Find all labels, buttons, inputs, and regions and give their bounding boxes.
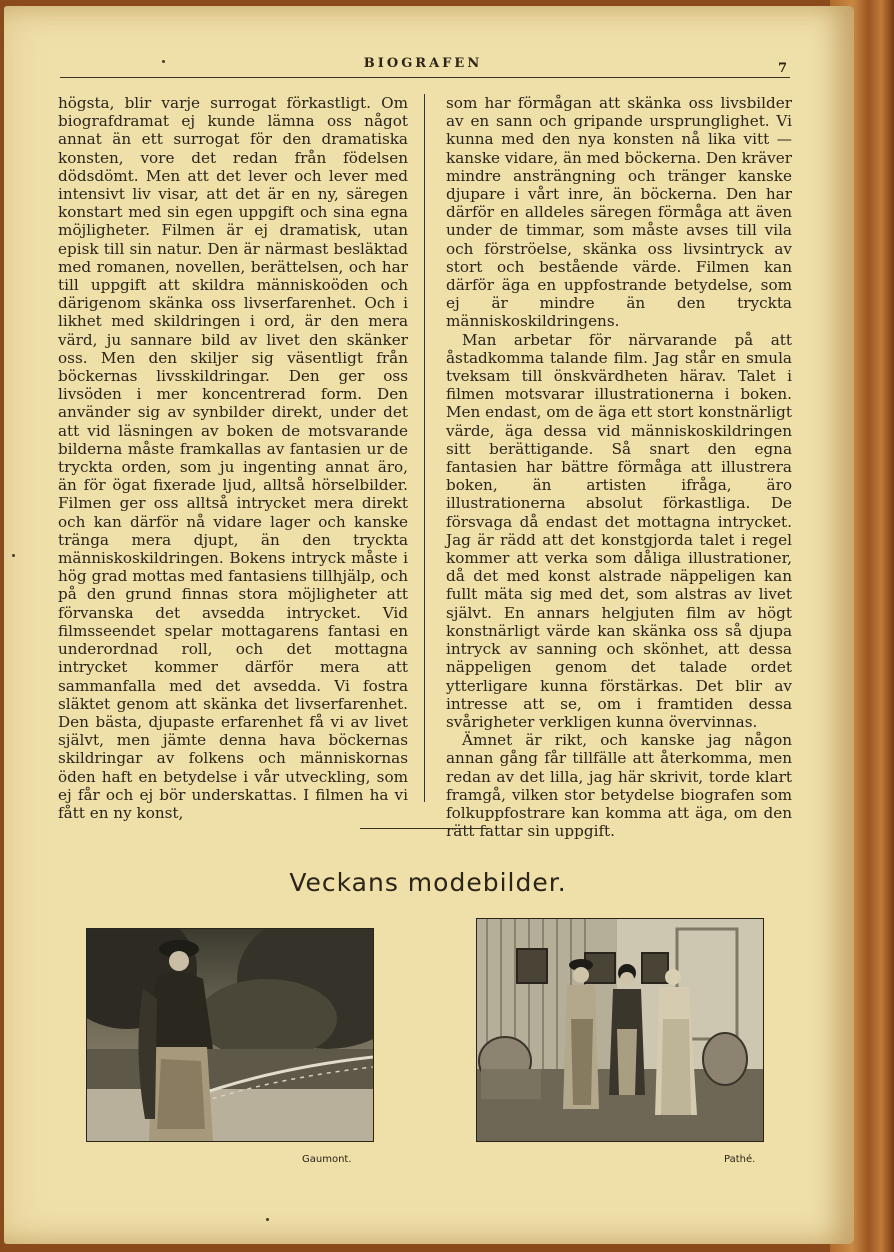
garden-scene-image <box>87 929 373 1141</box>
print-speck <box>12 554 15 557</box>
page-number: 7 <box>778 61 788 76</box>
paragraph: Man arbetar för närvarande på att åstadkomma talande film. Jag står en smula tveksam till önskvärdheten härav. Talet i filmen motsvarar illustrationerna i boken. Men endast, om de äga ett stort konstnärligt värde, äga dessa vid människoskildringen sitt berättigande. Så snart den egna fantasien har bättre förmåga att illustrera boken, än artisten ifråga, äro illustrationerna absolut förkastliga. De försvaga då endast det mottagna intrycket. Jag är rädd att det konstgjorda talet i regel kommer att verka som dåliga illustrationer, då det med konst alstrade näppeligen kan fullt mäta sig med det, som alstras av livet självt. En annars helgjuten film av högt konstnärligt värde kan skänka oss så djupa intryck av sanning och skönhet, att dessa näppeligen genom det talade ordet ytterligare kunna förstärkas. Det blir av intresse att se, om i framtiden dessa svårigheter verkligen kunna övervinnas. <box>446 330 792 731</box>
photo-credit: Gaumont. <box>302 1154 352 1165</box>
column-divider <box>424 94 425 802</box>
print-speck <box>266 1218 269 1221</box>
print-speck <box>162 60 165 63</box>
magazine-page <box>4 6 854 1244</box>
paragraph: som har förmågan att skänka oss livsbilder av en sann och gripande ursprunglighet. Vi kunna med den nya konsten nå lika vitt — kanske vidare, än med böckerna. Den kräver mindre ansträngning och tränger kanske djupare i vårt inre, än böckerna. Den har därför en alldeles säregen förmåga att även under de timmar, som måste avses till vila och förströelse, skänka oss livsintryck av stort och bestående värde. Filmen kan därför äga en uppfostrande betydelse, som ej är mindre än den tryckta människoskildringens. <box>446 94 793 331</box>
left-column <box>58 94 408 822</box>
header-rule <box>60 77 790 78</box>
right-column <box>446 94 792 840</box>
fashion-photo-garden <box>86 928 374 1142</box>
fashion-photo-salon <box>476 918 764 1142</box>
photo-credit: Pathé. <box>724 1154 756 1165</box>
section-rule <box>360 828 490 829</box>
paragraph: högsta, blir varje surrogat förkastligt. Om biografdramat ej kunde lämna oss något annat än ett surrogat för den dramatiska konsten, vore det redan från födelsen dödsdömt. Men att det lever och lever med intensivt liv visar, att det är en ny, säregen konstart med sin egen uppgift och sina egna möjligheter. Filmen är ej dramatisk, utan episk till sin natur. Den är närmast besläktad med romanen, novellen, berättelsen, och har till uppgift att skildra människoöden och därigenom skänka oss livserfarenhet. Och i likhet med skildringen i ord, är den mera värd, ju sannare bild av livet den skänker oss. Men den skiljer sig väsentligt från böckernas livsskildringar. Den ger oss livsöden i mer koncentrerad form. Den använder sig av synbilder direkt, under det att vid läsningen av boken de motsvarande bilderna måste framkallas av fantasien ur de tryckta orden, som ju ingenting annat äro, än för ögat fixerade ljud, alltså hörselbilder. Filmen ger oss alltså intrycket mera direkt och kan därför nå vidare lager och kanske tränga mera djupt, än den tryckta människoskildringen. Bokens intryck måste i hög grad mottas med fantasiens tillhjälp, och på den grund finnas stora möjligheter att förvanska det avsedda intrycket. Vid filmsseendet spelar mottagarens fantasi en underordnad roll, och det mottagna intrycket kommer därför mera att sammanfalla med det avsedda. Vi fostra släktet genom att skänka det livserfarenhet. Den bästa, djupaste erfarenhet få vi av livet självt, men jämte denna hava böckernas skildringar av folkens och människornas öden haft en betydelse i vår utveckling, som ej får och ej bör underskattas. I filmen ha vi fått en ny konst, <box>58 94 408 822</box>
section-title: Veckans modebilder. <box>289 868 567 897</box>
paragraph: Ämnet är rikt, och kanske jag någon annan gång får tillfälle att återkomma, men redan av det lilla, jag här skrivit, torde klart framgå, vilken stor betydelse biografen som folkuppfostrare kan komma att äga, om den rätt fattar sin uppgift. <box>446 731 792 841</box>
salon-scene-image <box>477 919 763 1141</box>
running-head: BIOGRAFEN <box>363 56 483 71</box>
